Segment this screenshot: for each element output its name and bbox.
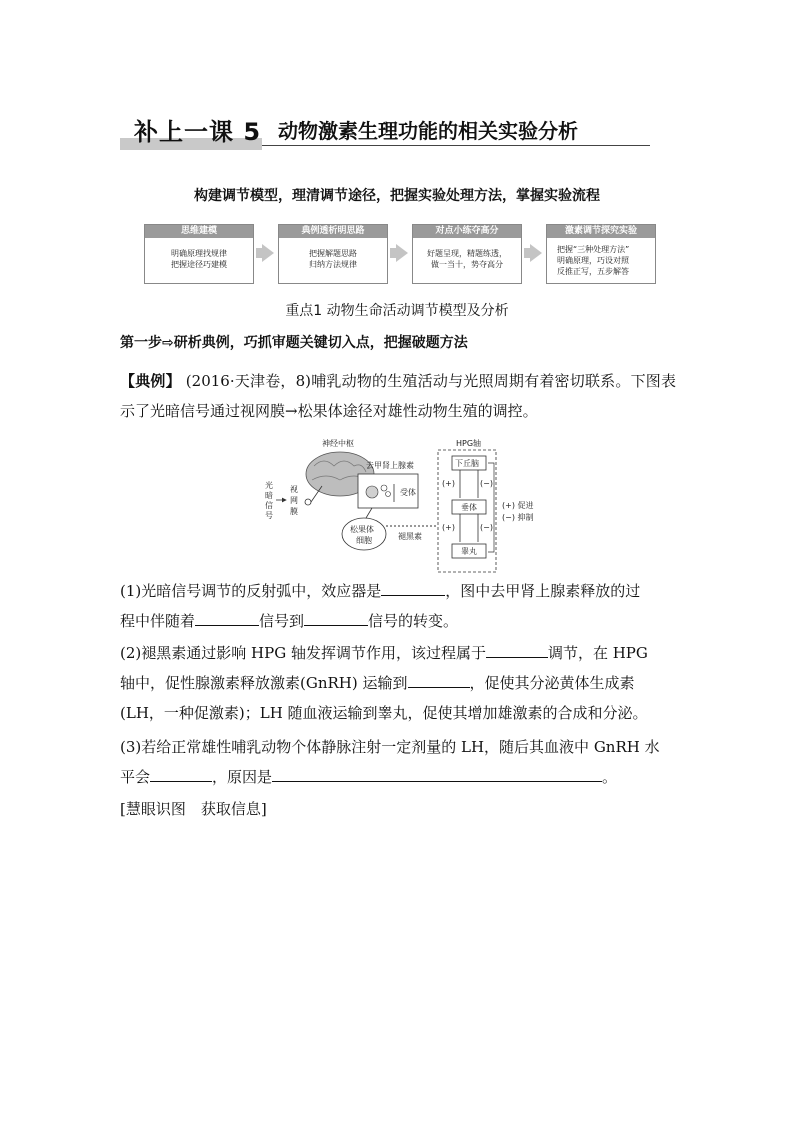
question-text: ，图中去甲肾上腺素释放的过	[445, 582, 641, 600]
minus-sign: (−)	[480, 479, 493, 488]
answer-blank[interactable]	[304, 607, 368, 626]
plus-sign: (+)	[442, 479, 455, 488]
flow-box-example	[278, 224, 388, 284]
flow-box-experiment	[546, 224, 656, 284]
flow-arrow-icon	[396, 244, 408, 262]
question-text: 轴中，促性腺激素释放激素(GnRH) 运输到	[120, 674, 408, 692]
hpg-label: HPG轴	[456, 439, 482, 448]
flow-box-practice	[412, 224, 522, 284]
answer-blank[interactable]	[150, 763, 212, 782]
footer-label: [慧眼识图 获取信息]	[120, 800, 267, 818]
pituitary-label: 垂体	[461, 503, 477, 512]
question-text: 信号的转变。	[368, 612, 459, 630]
flow-box-modeling	[144, 224, 254, 284]
answer-blank[interactable]	[486, 639, 548, 658]
hypothalamus-label: 下丘脑	[455, 459, 479, 468]
flow-box-head: 对点小练夺高分	[413, 225, 521, 238]
flow-box-head: 典例透析明思路	[279, 225, 387, 238]
flow-box-line: 明确原理找规律	[171, 249, 227, 258]
light-label: 信	[265, 501, 273, 510]
light-label: 光	[265, 481, 273, 490]
answer-blank[interactable]	[408, 669, 470, 688]
question-text: 程中伴随着	[120, 612, 196, 630]
flow-box-head: 思维建模	[145, 225, 253, 238]
retina-label: 视	[290, 485, 298, 494]
hpg-diagram	[262, 436, 552, 574]
question-text: 调节，在 HPG	[547, 644, 648, 662]
subtitle: 构建调节模型，理清调节途径，把握实验处理方法，掌握实验流程	[194, 188, 600, 204]
title-text: 动物激素生理功能的相关实验分析	[278, 119, 578, 143]
legend-promote: (+) 促进	[502, 501, 534, 510]
page-title	[120, 112, 650, 152]
question-text: 信号到	[259, 612, 305, 630]
question-3	[120, 732, 676, 792]
testis-label: 睾丸	[461, 547, 477, 556]
question-text: (3)若给正常雄性哺乳动物个体静脉注射一定剂量的 LH，随后其血液中 GnRH 水	[120, 738, 660, 756]
question-text: (2)褪黑素通过影响 HPG 轴发挥调节作用，该过程属于	[120, 644, 486, 662]
example-paragraph	[120, 366, 676, 426]
flow-box-line: 把握解题思路	[309, 249, 357, 258]
question-text: 平会	[120, 768, 151, 786]
answer-blank[interactable]	[381, 577, 445, 596]
pineal-label: 细胞	[356, 536, 372, 545]
question-1	[120, 576, 676, 636]
step-label: 第一步⇨研析典例，巧抓审题关键切入点，把握破题方法	[120, 335, 468, 351]
question-text: (LH，一种促激素)；LH 随血液运输到睾丸，促使其增加雄激素的合成和分泌。	[120, 704, 648, 722]
flow-arrow-icon	[262, 244, 274, 262]
example-tag: 【典例】	[120, 372, 181, 390]
center-label: 神经中枢	[322, 439, 354, 448]
flow-box-line: 好题呈现，精题练透，	[427, 249, 507, 258]
plus-sign: (+)	[442, 523, 455, 532]
section-title: 重点1 动物生命活动调节模型及分析	[285, 303, 509, 319]
light-label: 号	[265, 511, 273, 520]
flow-box-line: 做一当十，势夺高分	[431, 260, 503, 269]
melatonin-label: 褪黑素	[398, 532, 422, 541]
flow-box-line: 把握“三种处理方法”	[557, 245, 630, 254]
question-text: (1)光暗信号调节的反射弧中，效应器是	[120, 582, 382, 600]
flow-box-line: 明确原理，巧设对照	[557, 256, 629, 265]
question-2	[120, 638, 676, 728]
retina-label: 网	[290, 496, 298, 505]
question-text: 。	[602, 768, 618, 786]
flow-box-head: 激素调节探究实验	[547, 225, 655, 238]
minus-sign: (−)	[480, 523, 493, 532]
flow-box-line: 归纳方法规律	[309, 260, 357, 269]
answer-blank[interactable]	[272, 763, 602, 782]
flow-box-line: 把握途径巧建模	[171, 260, 227, 269]
title-rule	[262, 145, 650, 146]
example-text: (2016·天津卷，8)哺乳动物的生殖活动与光照周期有着密切联系。下图表示了光暗信号通过视网膜→松果体途径对雄性动物生殖的调控。	[120, 372, 676, 420]
legend-inhibit: (−) 抑制	[502, 513, 534, 522]
retina-label: 膜	[290, 507, 298, 516]
title-prefix: 补上一课 5	[134, 118, 262, 146]
flow-arrow-icon	[530, 244, 542, 262]
pineal-label: 松果体	[350, 525, 374, 534]
pineal-cell	[342, 518, 386, 550]
flow-box-line: 反推正写，五步解答	[557, 267, 629, 276]
norepi-label: 去甲肾上腺素	[366, 461, 414, 470]
question-text: ，促使其分泌黄体生成素	[469, 674, 635, 692]
light-label: 暗	[265, 491, 273, 500]
question-text: ，原因是	[212, 768, 273, 786]
answer-blank[interactable]	[195, 607, 259, 626]
receptor-label: 受体	[400, 488, 416, 497]
